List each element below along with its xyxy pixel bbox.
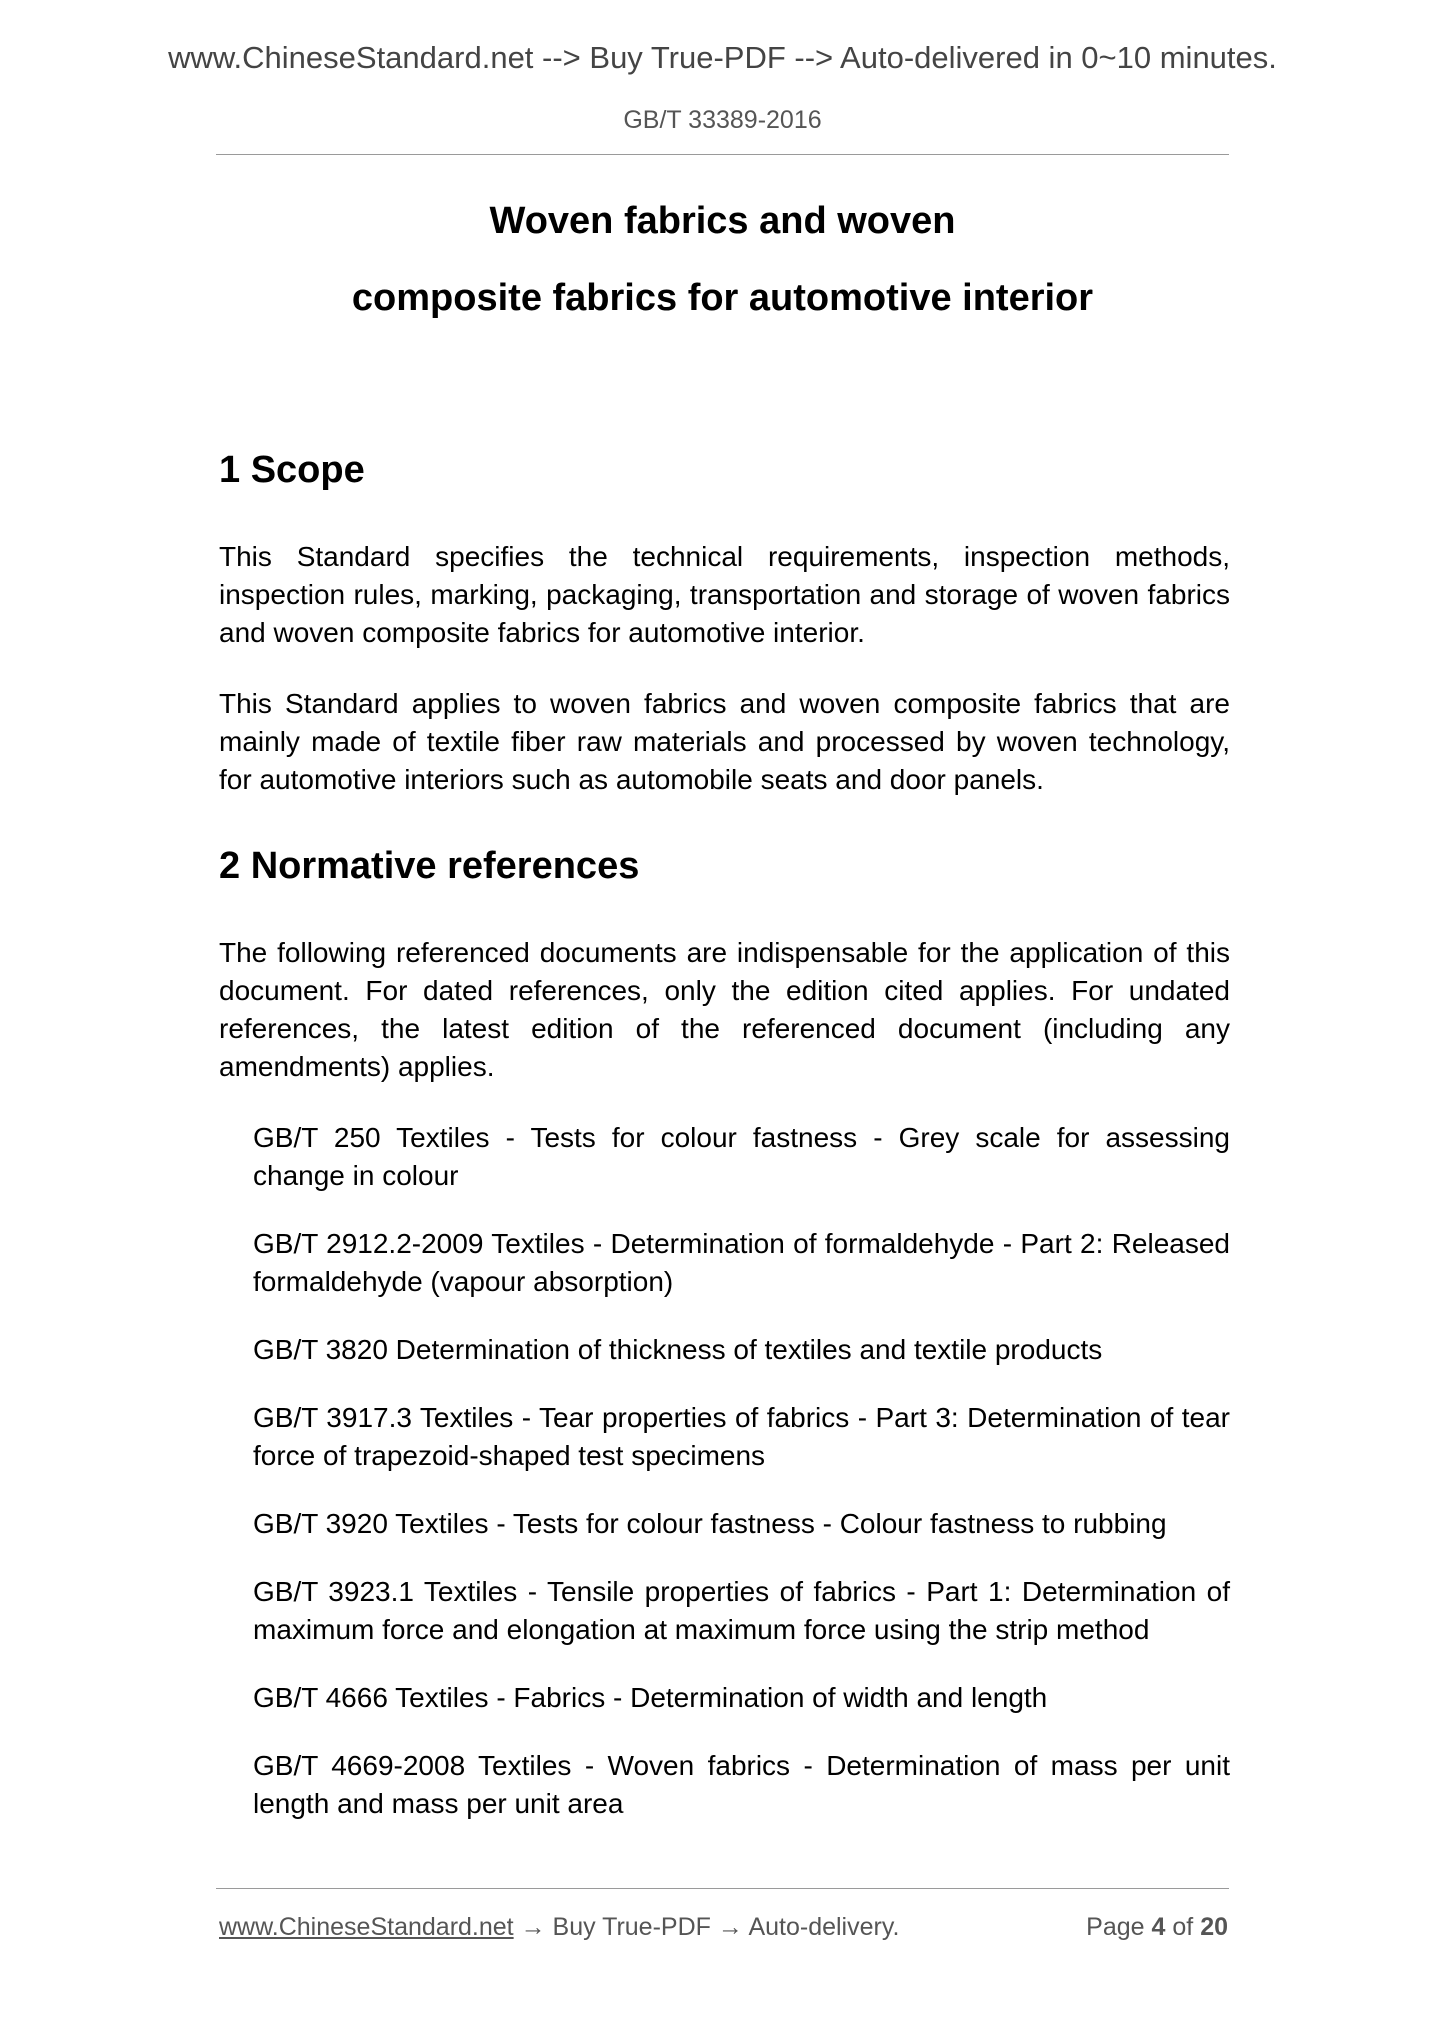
reference-item: GB/T 3820 Determination of thickness of textiles and textile products <box>253 1334 1103 1365</box>
references-intro-paragraph: The following referenced documents are indispensable for the application of this document. For dated references, only the edition cited applies. For undated references, the latest edition of the referenced document (including any amendments) applies. <box>219 937 1230 1082</box>
reference-item: GB/T 4666 Textiles - Fabrics - Determination of width and length <box>253 1682 1048 1713</box>
title-line-1: Woven fabrics and woven <box>489 200 956 242</box>
page-current: 4 <box>1151 1913 1166 1941</box>
scope-paragraph-1: This Standard specifies the technical requirements, inspection methods, inspection rules, marking, packaging, transportation and storage of woven fabrics and woven composite fabrics for automotive interior. <box>219 541 1230 648</box>
title-line-2: composite fabrics for automotive interior <box>351 277 1094 319</box>
header-divider <box>216 154 1229 155</box>
footer-buy-text: Buy True-PDF <box>552 1913 711 1941</box>
page-indicator <box>1086 1913 1228 1942</box>
reference-item: GB/T 3920 Textiles - Tests for colour fastness - Colour fastness to rubbing <box>253 1508 1167 1539</box>
section-heading-normative-references: 2 Normative references <box>219 845 640 887</box>
page-total: 20 <box>1200 1913 1228 1941</box>
reference-item: GB/T 3923.1 Textiles - Tensile properties of fabrics - Part 1: Determination of maximum force and elongation at maximum force using the strip method <box>253 1576 1230 1645</box>
document-number: GB/T 33389-2016 <box>623 106 822 134</box>
page-label: Page <box>1086 1913 1145 1941</box>
footer-site-link[interactable]: www.ChineseStandard.net <box>219 1913 514 1941</box>
top-banner[interactable]: www.ChineseStandard.net --> Buy True-PDF --> Auto-delivered in 0~10 minutes. <box>168 40 1277 75</box>
reference-item: GB/T 4669-2008 Textiles - Woven fabrics - Determination of mass per unit length and mass per unit area <box>253 1750 1230 1819</box>
arrow-right-icon: → <box>520 1913 546 1941</box>
footer-left <box>219 1913 899 1942</box>
reference-item: GB/T 2912.2-2009 Textiles - Determination of formaldehyde - Part 2: Released formaldehyde (vapour absorption) <box>253 1228 1230 1297</box>
scope-paragraph-2: This Standard applies to woven fabrics and woven composite fabrics that are mainly made of textile fiber raw materials and processed by woven technology, for automotive interiors such as automobile seats and door panels. <box>219 688 1230 795</box>
section-heading-scope: 1 Scope <box>219 449 365 491</box>
footer-delivery-text: Auto-delivery. <box>748 1913 900 1941</box>
page-of-label: of <box>1172 1913 1194 1941</box>
arrow-right-icon: → <box>717 1913 743 1941</box>
footer-divider <box>216 1888 1229 1889</box>
reference-item: GB/T 250 Textiles - Tests for colour fastness - Grey scale for assessing change in colour <box>253 1122 1230 1191</box>
reference-item: GB/T 3917.3 Textiles - Tear properties of fabrics - Part 3: Determination of tear force of trapezoid-shaped test specimens <box>253 1402 1230 1471</box>
